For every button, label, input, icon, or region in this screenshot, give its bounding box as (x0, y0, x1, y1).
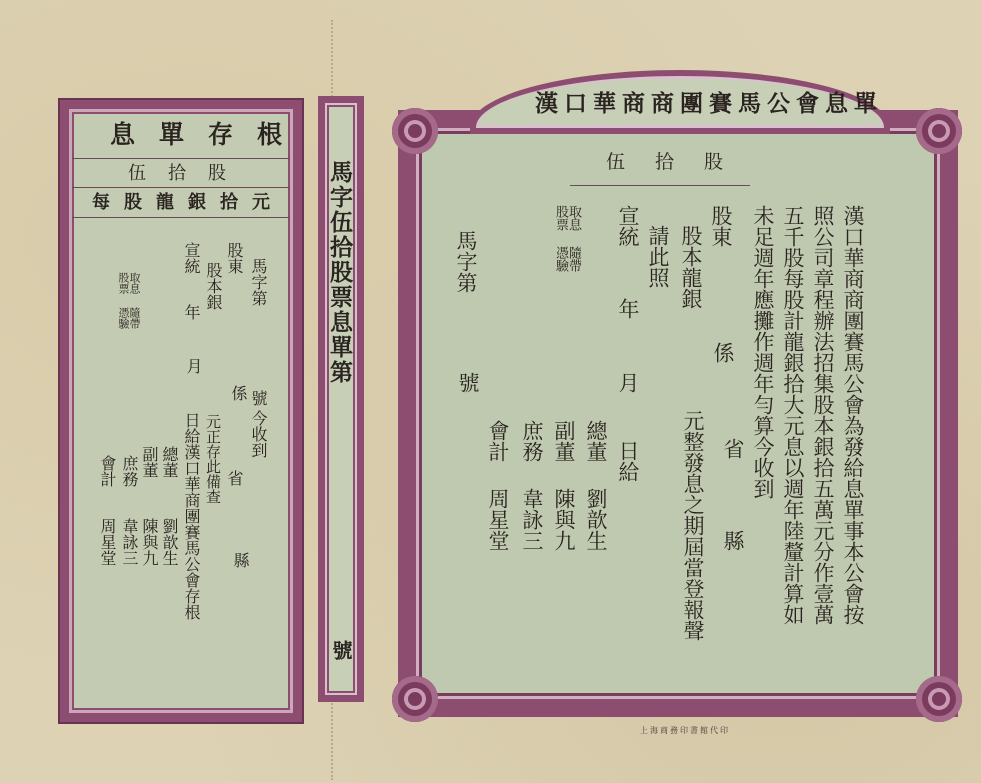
strip-text: 馬字伍拾股票息單第 (326, 160, 353, 385)
stub-rule (72, 217, 290, 218)
main-year: 年 (616, 298, 640, 319)
stub-secretary-title: 庶務 (120, 455, 139, 487)
stub-accountant-name: 周星堂 (98, 518, 117, 566)
stub-province: 省 (225, 470, 244, 486)
main-director-general-name: 劉歆生 (584, 488, 608, 551)
corner-ornament (916, 676, 962, 722)
main-body-line-1: 漢口華商商團賽馬公會為發給息單事本公會按 (841, 205, 865, 625)
main-shares: 伍拾股 (606, 151, 754, 173)
stub-tiao: 係 (229, 385, 248, 401)
corner-ornament (392, 108, 438, 154)
main-body-line-7: 請此照 (646, 225, 670, 288)
stub-director-general-name: 劉歆生 (160, 518, 179, 566)
stub-director-title: 副董 (140, 446, 159, 478)
main-body-line-5: 股東 (709, 205, 733, 247)
stub-secretary-name: 韋詠三 (120, 518, 139, 566)
stub-xuantong: 宣統 (182, 242, 201, 274)
stub-day-issue: 日給漢口華商團賽馬公會存根 (182, 412, 201, 620)
stub-director-name: 陳與九 (140, 518, 159, 566)
main-body-line-2: 照公司章程辦法招集股本銀拾五萬元分作壹萬 (811, 205, 835, 625)
main-director-name: 陳與九 (552, 488, 576, 551)
printer-imprint: 上海商務印書館代印 (640, 726, 730, 735)
stub-accountant-title: 會計 (98, 455, 117, 487)
main-tiao: 係 (711, 342, 735, 363)
main-secretary-name: 韋詠三 (520, 488, 544, 551)
corner-ornament (916, 108, 962, 154)
stub-title: 息單存根 (110, 120, 307, 149)
main-frame (398, 110, 958, 717)
main-secretary-title: 庶務 (520, 420, 544, 462)
main-month: 月 (616, 372, 640, 393)
stub-holder: 股東 (225, 242, 244, 274)
stub-serial-no: 號 (249, 390, 268, 406)
main-body-line-3: 五千股每股計龍銀拾大元息以週年陸釐計算如 (781, 205, 805, 625)
main-accountant-title: 會計 (486, 420, 510, 462)
stub-rule (72, 187, 290, 188)
main-director-general-title: 總董 (584, 420, 608, 462)
stub-month: 月 (184, 358, 203, 374)
main-collect-note: 取息 隨帶 股票 憑驗 (553, 205, 581, 272)
main-day: 日給 (616, 440, 640, 482)
main-province: 省 (721, 438, 745, 459)
stub-year: 年 (182, 304, 201, 320)
stub-yuan: 元正存此備查 (204, 414, 222, 504)
stub-director-general-title: 總董 (160, 446, 179, 478)
main-serial-no: 號 (456, 372, 480, 393)
stub-received: 今收到 (249, 410, 268, 458)
stub-rule (72, 158, 290, 159)
stub-capital: 股本銀 (204, 262, 223, 310)
main-body-line-4: 未足週年應攤作週年勻算今收到 (751, 205, 775, 499)
main-county: 縣 (721, 530, 745, 551)
stub-per-share: 每股龍銀拾元 (92, 192, 284, 213)
corner-ornament (392, 676, 438, 722)
main-title: 漢口華商商團賽馬公會息單 (535, 90, 883, 117)
main-accountant-name: 周星堂 (486, 488, 510, 551)
main-rule (570, 185, 750, 186)
strip-no: 號 (329, 640, 353, 660)
main-body-line-6: 股本龍銀 (679, 225, 703, 309)
main-yuan-line: 元整發息之期屆當登報聲 (681, 410, 705, 641)
stub-shares: 伍拾股 (128, 163, 248, 184)
stub-collect-note: 取息 隨帶 股票 憑驗 (117, 272, 141, 329)
stub-county: 縣 (231, 552, 250, 568)
main-director-title: 副董 (552, 420, 576, 462)
main-serial: 馬字第 (454, 230, 478, 293)
stub-serial: 馬字第 (249, 258, 268, 306)
main-body-line-8: 宣統 (616, 205, 640, 247)
